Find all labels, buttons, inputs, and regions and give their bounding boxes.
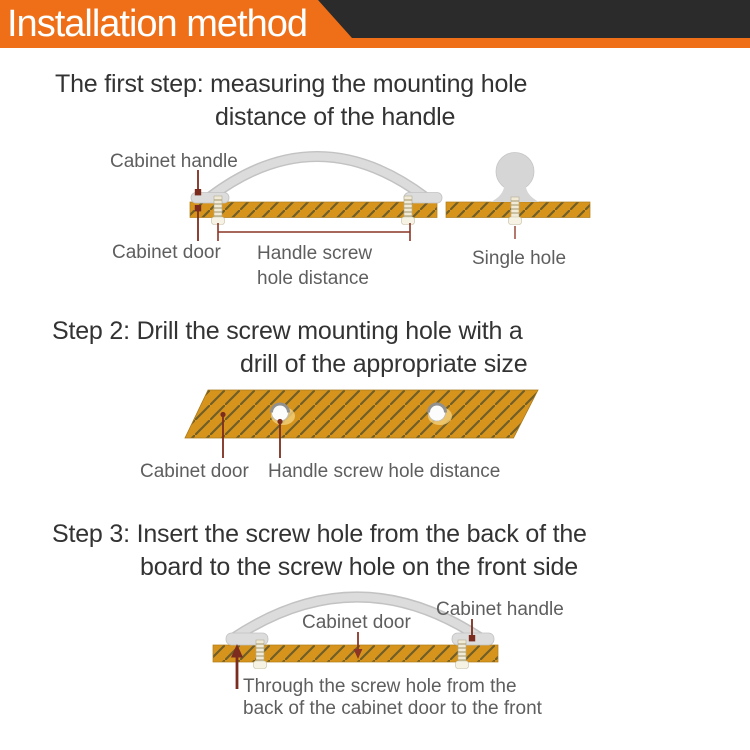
dimension-line	[218, 223, 410, 241]
cabinet-door-board	[190, 202, 437, 218]
cabinet-door-board	[185, 390, 538, 438]
label-cabinet-door: Cabinet door	[112, 242, 221, 263]
label-screw-hole-distance: Handle screw hole distance	[268, 461, 501, 482]
label-cabinet-door: Cabinet door	[302, 612, 411, 633]
diagram1-handle-measuring	[190, 153, 590, 242]
cabinet-door-leader	[195, 205, 201, 241]
label-handle-screw-distance	[257, 241, 372, 291]
step2-heading-line2: drill of the appropriate size	[240, 350, 528, 378]
label-cabinet-handle: Cabinet handle	[110, 151, 238, 172]
cabinet-handle-leader	[195, 170, 201, 195]
step3-heading-line2: board to the screw hole on the front side	[140, 553, 578, 581]
step3-heading-line1: Step 3: Insert the screw hole from the back of the	[52, 520, 587, 548]
label-handle-screw-line2: hole distance	[257, 268, 369, 289]
step1-heading-line2: distance of the handle	[215, 103, 456, 131]
step2-heading-line1: Step 2: Drill the screw mounting hole with a	[52, 317, 523, 345]
label-cabinet-handle: Cabinet handle	[436, 599, 564, 620]
label-single-hole: Single hole	[472, 248, 567, 269]
label-through-line1: Through the screw hole from the	[243, 676, 517, 697]
knob-shape	[491, 153, 539, 203]
label-through-line2: back of the cabinet door to the front	[243, 698, 542, 719]
page-title: Installation method	[7, 3, 307, 45]
label-cabinet-door: Cabinet door	[140, 461, 249, 482]
step1-heading-line1: The first step: measuring the mounting hole	[55, 70, 528, 98]
diagram2-drilled-board	[185, 390, 538, 458]
label-handle-screw-line1: Handle screw	[257, 243, 373, 264]
